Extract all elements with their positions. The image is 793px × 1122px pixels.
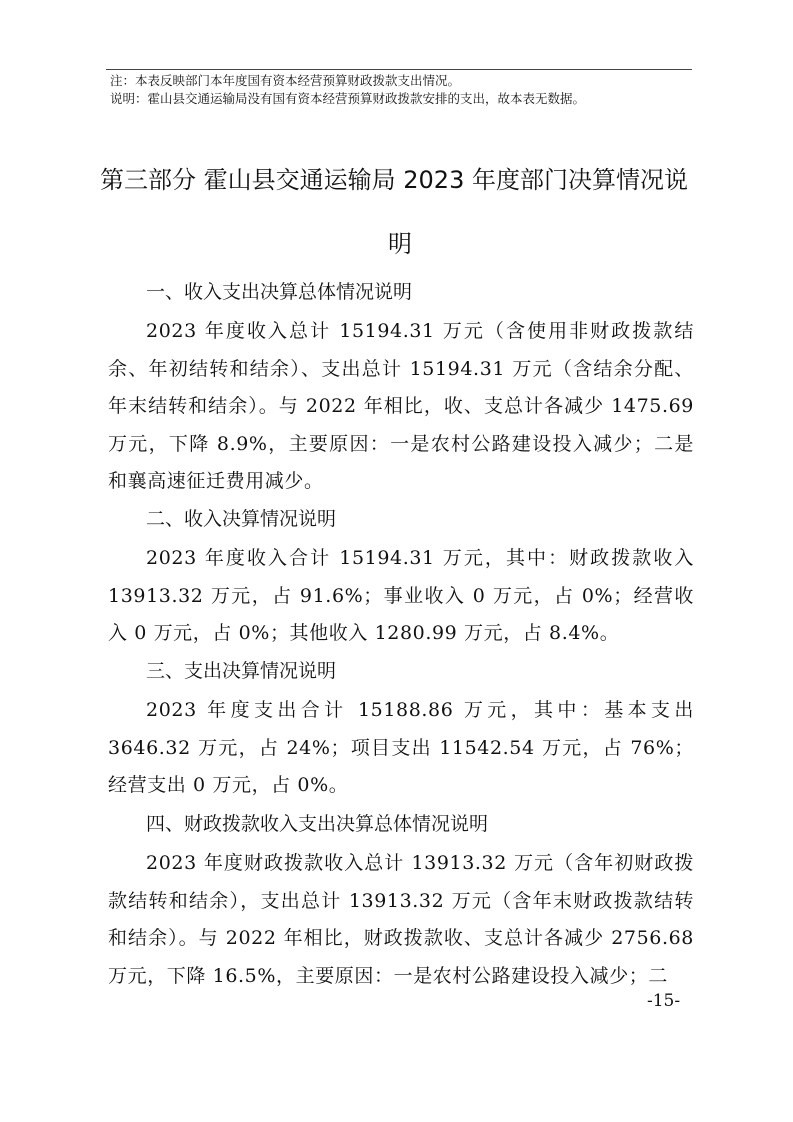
section-heading-4: 四、财政拨款收入支出决算总体情况说明 [146, 813, 489, 835]
part-title [100, 148, 700, 276]
table-note: 注：本表反映部门本年度国有资本经营预算财政拨款支出情况。 [110, 73, 461, 88]
section-paragraph-4: 2023 年度财政拨款收入总计 13913.32 万元（含年初财政拨款结转和结余），支出总计 13913.32 万元（含年末财政拨款结转和结余）。与 2022 年相比，财政拨款收、支总计各减少 2756.68 万元，下降 16.5%，主要原因：一是农村公路建设投入减少；二 [108, 852, 694, 987]
section-heading-2: 二、收入决算情况说明 [146, 508, 337, 530]
section-paragraph-1: 2023 年度收入总计 15194.31 万元（含使用非财政拨款结余、年初结转和结余）、支出总计 15194.31 万元（含结余分配、年末结转和结余）。与 2022 年相比，收、支总计各减少 1475.69 万元，下降 8.9%，主要原因：一是农村公路建设投入减少；二是和襄高速征迁费用减少。 [108, 320, 694, 492]
section-heading-1: 一、收入支出决算总体情况说明 [146, 281, 413, 303]
part-title-line1: 第三部分 霍山县交通运输局 2023 年度部门决算情况说 [100, 166, 688, 194]
table-explanation: 说明：霍山县交通运输局没有国有资本经营预算财政拨款安排的支出，故本表无数据。 [110, 91, 586, 106]
section-paragraph-3: 2023 年度支出合计 15188.86 万元，其中：基本支出 3646.32 万元，占 24%；项目支出 11542.54 万元，占 76%；经营支出 0 万元，占 0%。 [108, 699, 694, 796]
table-bottom-rule [106, 69, 692, 70]
section-paragraph-2: 2023 年度收入合计 15194.31 万元，其中：财政拨款收入 13913.32 万元，占 91.6%；事业收入 0 万元，占 0%；经营收入 0 万元，占 0%；其他收入 1280.99 万元，占 8.4%。 [108, 547, 694, 644]
part-title-line2: 明 [388, 230, 412, 258]
section-heading-3: 三、支出决算情况说明 [146, 660, 337, 682]
table-notes [110, 72, 700, 108]
page-number: -15- [647, 991, 681, 1011]
